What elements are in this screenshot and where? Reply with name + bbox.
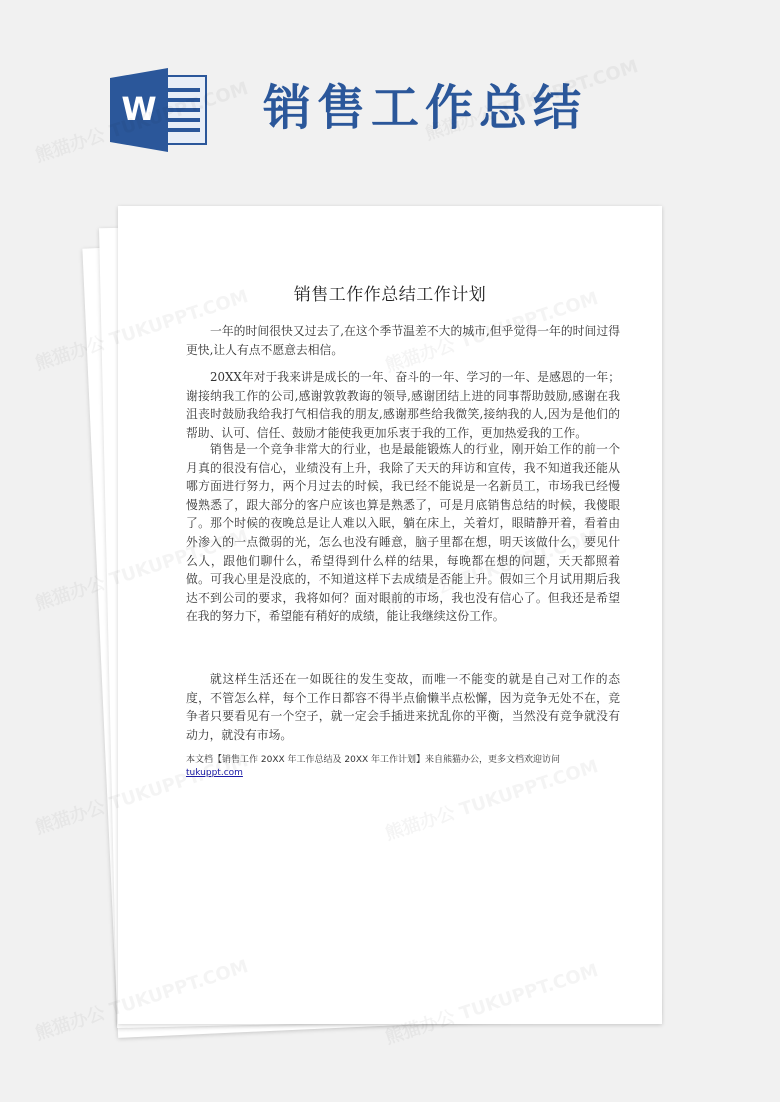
paragraph: 20XX年对于我来讲是成长的一年、奋斗的一年、学习的一年、是感恩的一年；谢接纳我工作的公司,感谢敦敦教诲的领导,感谢团结上进的同事帮助鼓励,感谢在我沮丧时鼓励我给我打气相信我的朋友,感谢那些给我微笑,接纳我的人,因为是他们的帮助、认可、信任、鼓励才能使我更加乐衷于我的工作，更加热爱我的工作。 (186, 370, 620, 440)
footer-text: 本文档【销售工作 20XX 年工作总结及 20XX 年工作计划】来自熊猫办公，更多文档欢迎访问 (186, 755, 561, 765)
svg-text:W: W (121, 90, 157, 128)
document-footer (186, 754, 626, 780)
paragraph: 就这样生活还在一如既往的发生变故，而唯一不能变的就是自己对工作的态度，不管怎么样，每个工作日都容不得半点偷懒半点松懈，因为竞争无处不在，竞争者只要看见有一个空子，就一定会手插进来扰乱你的平衡，当然没有竞争就没有动力，就没有市场。 (186, 672, 620, 742)
header-banner (0, 0, 780, 200)
paragraph: 一年的时间很快又过去了,在这个季节温差不大的城市,但乎觉得一年的时间过得更快,让人有点不愿意去相信。 (186, 324, 620, 357)
word-document-icon (110, 68, 208, 152)
document-page (118, 206, 662, 1024)
footer-link[interactable]: tukuppt.com (186, 768, 243, 778)
paragraph: 销售是一个竞争非常大的行业，也是最能锻炼人的行业，刚开始工作的前一个月真的很没有信心，业绩没有上升，我除了天天的拜访和宣传，我不知道我还能从哪方面进行努力，两个月过去的时候，我已经不能说是一名新员工，市场我已经慢慢熟悉了，跟大部分的客户应该也算是熟悉了，可是月底销售总结的时候，我傻眼了。那个时候的夜晚总是让人难以入眠，躺在床上，关着灯，眼睛静开着，看着由外渗入的一点微弱的光，怎么也没有睡意，脑子里都在想，明天该做什么，要见什么人，跟他们聊什么，希望得到什么样的结果，每晚都在想的问题，天天都照着做。可我心里是没底的，不知道这样下去成绩是否能上升。假如三个月试用期后我达不到公司的要求，我将如何？面对眼前的市场，我也没有信心了。但我还是希望在我的努力下，希望能有稍好的成绩，能让我继续这份工作。 (186, 442, 620, 624)
banner-title: 销售工作总结 (263, 80, 588, 136)
document-title: 销售工作作总结工作计划 (293, 285, 487, 305)
